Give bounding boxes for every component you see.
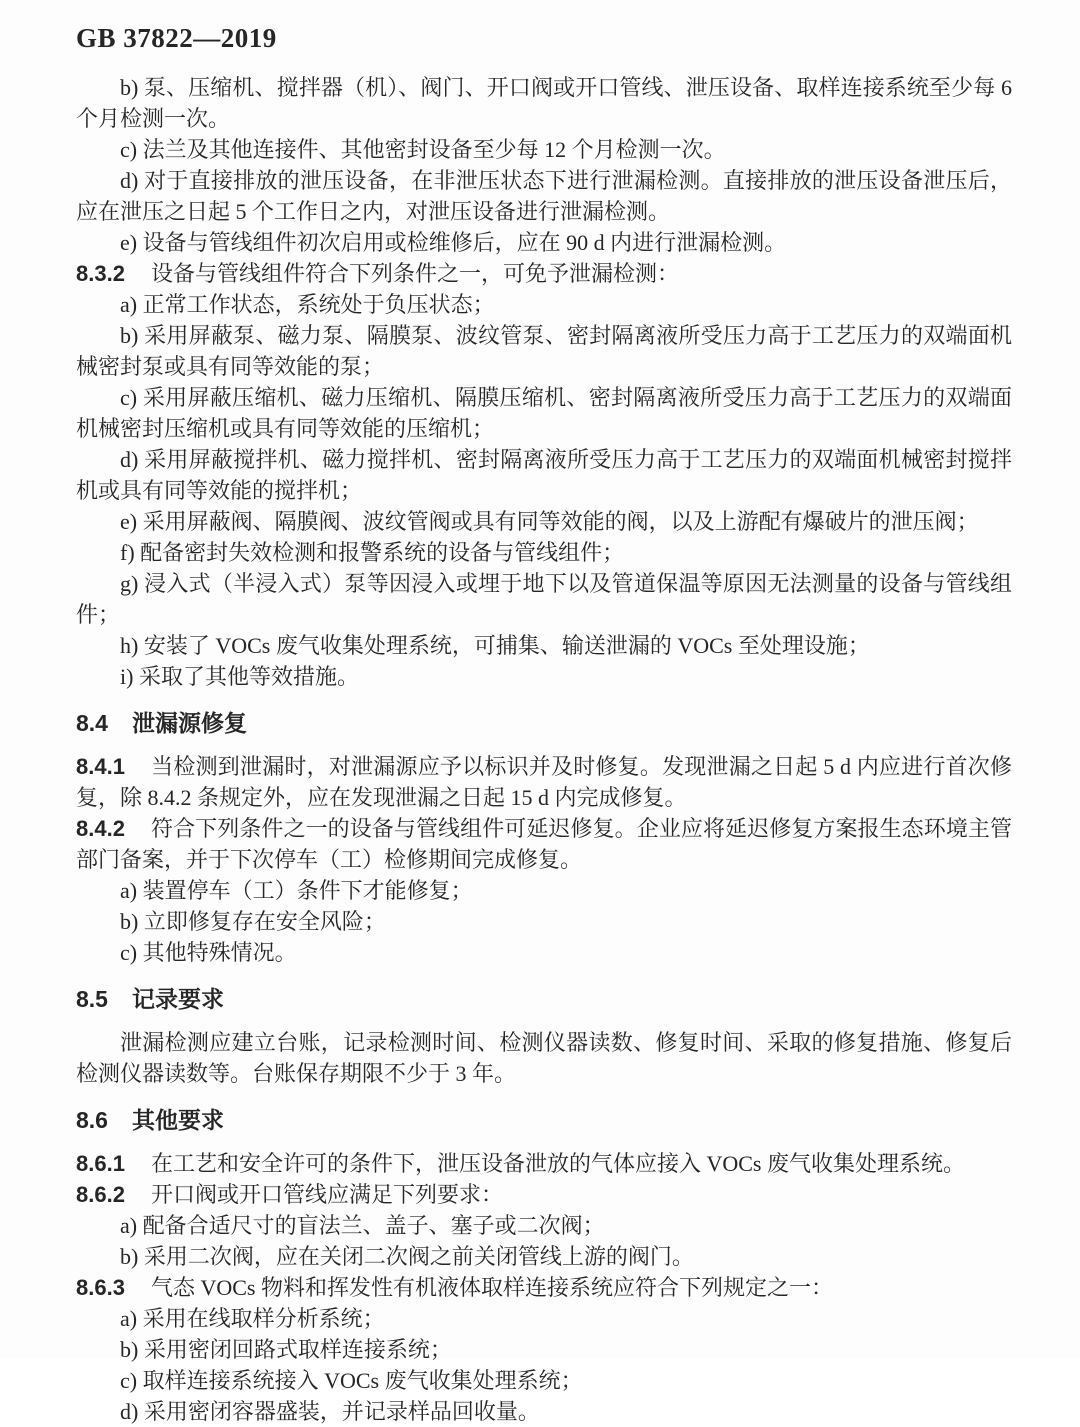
list-item: b) 立即修复存在安全风险； [120, 909, 386, 934]
clause-number: 8.6.3 [76, 1275, 125, 1300]
section-number: 8.4 [76, 710, 108, 736]
standard-number: GB 37822—2019 [76, 23, 277, 53]
clause-number: 8.6.2 [76, 1182, 125, 1207]
list-item: c) 其他特殊情况。 [120, 940, 297, 965]
list-item: e) 设备与管线组件初次启用或检维修后，应在 90 d 内进行泄漏检测。 [120, 230, 787, 255]
section-title: 其他要求 [131, 1107, 224, 1133]
list-item: d) 采用密闭容器盛装，并记录样品回收量。 [120, 1399, 540, 1424]
list-item: a) 装置停车（工）条件下才能修复； [120, 878, 473, 903]
list-item: d) 采用屏蔽搅拌机、磁力搅拌机、密封隔离液所受压力高于工艺压力的双端面机械密封搅拌机或具有同等效能的搅拌机； [76, 447, 1012, 503]
clause-number: 8.3.2 [76, 261, 125, 286]
list-item: b) 采用二次阀，应在关闭二次阀之前关闭管线上游的阀门。 [120, 1244, 694, 1269]
clause-8.6.3 [76, 1272, 1012, 1303]
clause-8.4.1 [76, 751, 1012, 813]
section-title: 泄漏源修复 [131, 710, 247, 736]
body-paragraph: 泄漏检测应建立台账，记录检测时间、检测仪器读数、修复时间、采取的修复措施、修复后检测仪器读数等。台账保存期限不少于 3 年。 [76, 1030, 1012, 1086]
list-item: d) 对于直接排放的泄压设备，在非泄压状态下进行泄漏检测。直接排放的泄压设备泄压后，应在泄压之日起 5 个工作日之内，对泄压设备进行泄漏检测。 [76, 168, 1012, 224]
list-item: b) 采用密闭回路式取样连接系统； [120, 1337, 452, 1362]
section-heading-8.5 [76, 984, 1012, 1015]
clause-number: 8.4.2 [76, 816, 125, 841]
list-item: h) 安装了 VOCs 废气收集处理系统，可捕集、输送泄漏的 VOCs 至处理设施； [120, 633, 870, 658]
section-heading-8.6 [76, 1105, 1012, 1136]
clause-text: 当检测到泄漏时，对泄漏源应予以标识并及时修复。发现泄漏之日起 5 d 内应进行首次修复，除 8.4.2 条规定外，应在发现泄漏之日起 15 d 内完成修复。 [76, 754, 1012, 810]
list-item: a) 正常工作状态，系统处于负压状态； [120, 292, 495, 317]
section-title: 记录要求 [131, 986, 224, 1012]
clause-number: 8.4.1 [76, 754, 125, 779]
clause-text: 在工艺和安全许可的条件下，泄压设备泄放的气体应接入 VOCs 废气收集处理系统。 [150, 1151, 965, 1176]
section-number: 8.5 [76, 986, 108, 1012]
list-item: a) 配备合适尺寸的盲法兰、盖子、塞子或二次阀； [120, 1213, 605, 1238]
clause-8.6.1 [76, 1148, 1012, 1179]
list-item: c) 采用屏蔽压缩机、磁力压缩机、隔膜压缩机、密封隔离液所受压力高于工艺压力的双端面机械密封压缩机或具有同等效能的压缩机； [76, 385, 1012, 441]
clause-text: 开口阀或开口管线应满足下列要求： [150, 1182, 503, 1207]
list-item: c) 法兰及其他连接件、其他密封设备至少每 12 个月检测一次。 [120, 137, 726, 162]
list-item: c) 取样连接系统接入 VOCs 废气收集处理系统； [120, 1368, 583, 1393]
clause-8.6.2 [76, 1179, 1012, 1210]
list-item: f) 配备密封失效检测和报警系统的设备与管线组件； [120, 540, 625, 565]
clause-number: 8.6.1 [76, 1151, 125, 1176]
list-item: e) 采用屏蔽阀、隔膜阀、波纹管阀或具有同等效能的阀，以及上游配有爆破片的泄压阀； [120, 509, 979, 534]
list-item: b) 采用屏蔽泵、磁力泵、隔膜泵、波纹管泵、密封隔离液所受压力高于工艺压力的双端面机械密封泵或具有同等效能的泵； [76, 323, 1012, 379]
document-body [76, 72, 1012, 1427]
clause-8.3.2 [76, 258, 1012, 289]
list-item: g) 浸入式（半浸入式）泵等因浸入或埋于地下以及管道保温等原因无法测量的设备与管线组件； [76, 571, 1012, 627]
clause-text: 设备与管线组件符合下列条件之一，可免予泄漏检测： [150, 261, 679, 286]
list-item: i) 采取了其他等效措施。 [120, 664, 359, 689]
list-item: a) 采用在线取样分析系统； [120, 1306, 385, 1331]
clause-8.4.2 [76, 813, 1012, 875]
section-number: 8.6 [76, 1107, 108, 1133]
clause-text: 符合下列条件之一的设备与管线组件可延迟修复。企业应将延迟修复方案报生态环境主管部门备案，并于下次停车（工）检修期间完成修复。 [76, 816, 1012, 872]
clause-text: 气态 VOCs 物料和挥发性有机液体取样连接系统应符合下列规定之一： [150, 1275, 833, 1300]
list-item: b) 泵、压缩机、搅拌器（机）、阀门、开口阀或开口管线、泄压设备、取样连接系统至少每 6 个月检测一次。 [76, 75, 1012, 131]
section-heading-8.4 [76, 708, 1012, 739]
